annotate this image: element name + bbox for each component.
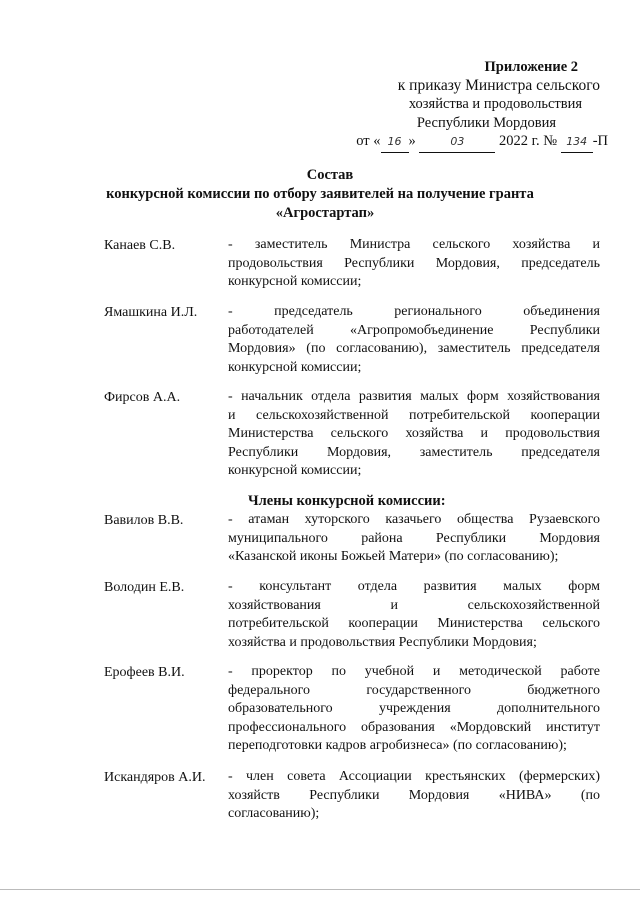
member-role (228, 663, 600, 756)
role-line: - заместитель Министра сельского хозяйства и (228, 237, 600, 252)
member-role (228, 236, 600, 292)
role-line: Министерства сельского хозяйства и продовольствия (228, 426, 600, 442)
member-name: Искандяров А.И. (104, 770, 206, 785)
role-line: хозяйства и продовольствия Республики Мордовия; (228, 634, 537, 650)
appendix-header (318, 58, 608, 153)
order-reference-line-2: хозяйства и продовольствия (408, 96, 582, 112)
role-line: федерального государственного бюджетного (228, 682, 600, 698)
role-line: «Казанской иконы Божьей Матери» (по согласованию); (228, 549, 559, 565)
role-line: потребительской кооперации Министерства сельского (228, 616, 600, 632)
order-date-line (318, 132, 608, 153)
role-line: - атаман хуторского казачьего общества Рузаевского (228, 512, 600, 527)
members-heading: Члены конкурсной комиссии: (248, 493, 446, 509)
role-line: конкурсной комиссии; (228, 463, 362, 479)
order-reference-line-3: Республики Мордовия (416, 114, 556, 131)
role-line: профессионального образования «Мордовский институт (228, 719, 600, 735)
role-line: - председатель регионального объединения (228, 304, 600, 319)
grant-name: «Агростартап» (275, 205, 375, 221)
member-name: Вавилов В.В. (104, 513, 184, 528)
member-role (228, 578, 600, 652)
order-month-field: 03 (419, 133, 495, 153)
member-name: Ямашкина И.Л. (104, 305, 198, 320)
role-line: образовательного учреждения дополнительного (228, 701, 600, 717)
document-subtitle: конкурсной комиссии по отбору заявителей на получение гранта (106, 186, 534, 202)
order-year-text: 2022 г. № (499, 133, 558, 149)
appendix-number: Приложение 2 (484, 59, 578, 75)
order-day-field: 16 (381, 133, 409, 153)
scan-edge-line (0, 889, 640, 890)
role-line: конкурсной комиссии; (228, 274, 362, 290)
member-name: Канаев С.В. (104, 238, 176, 253)
role-line: Республики Мордовия, заместитель председателя (228, 444, 600, 460)
role-line: согласованию); (228, 806, 320, 822)
order-reference-line-1: к приказу Министра сельского (397, 76, 600, 94)
role-line: переподготовки кадров агробизнеса» (по согласованию); (228, 738, 567, 754)
role-line: Мордовия» (по согласованию), заместитель председателя (228, 341, 600, 357)
role-line: - член совета Ассоциации крестьянских (фермерских) (228, 769, 600, 784)
role-line: хозяйствования и сельскохозяйственной (228, 597, 600, 613)
role-line: - проректор по учебной и методической работе (228, 664, 600, 679)
member-name: Фирсов А.А. (104, 390, 181, 405)
member-role (228, 388, 600, 481)
order-number-suffix: -П (592, 133, 608, 149)
member-name: Володин Е.В. (104, 580, 185, 595)
role-line: работодателей «Агропромобъединение Республики (228, 322, 600, 338)
order-number-field: 134 (561, 133, 593, 153)
member-role (228, 768, 600, 824)
member-role (228, 511, 600, 567)
member-role (228, 303, 600, 377)
date-mid: » (408, 133, 416, 149)
role-line: продовольствия Республики Мордовия, председатель (228, 255, 600, 271)
date-prefix: от « (356, 133, 381, 149)
role-line: - начальник отдела развития малых форм хозяйствования (228, 389, 600, 404)
role-line: и сельскохозяйственной потребительской кооперации (228, 407, 600, 423)
role-line: хозяйств Республики Мордовия «НИВА» (по (228, 787, 600, 803)
role-line: муниципального района Республики Мордовия (228, 530, 600, 546)
document-title: Состав (306, 167, 354, 183)
member-name: Ерофеев В.И. (104, 665, 185, 680)
role-line: конкурсной комиссии; (228, 359, 362, 375)
role-line: - консультант отдела развития малых форм (228, 579, 600, 594)
